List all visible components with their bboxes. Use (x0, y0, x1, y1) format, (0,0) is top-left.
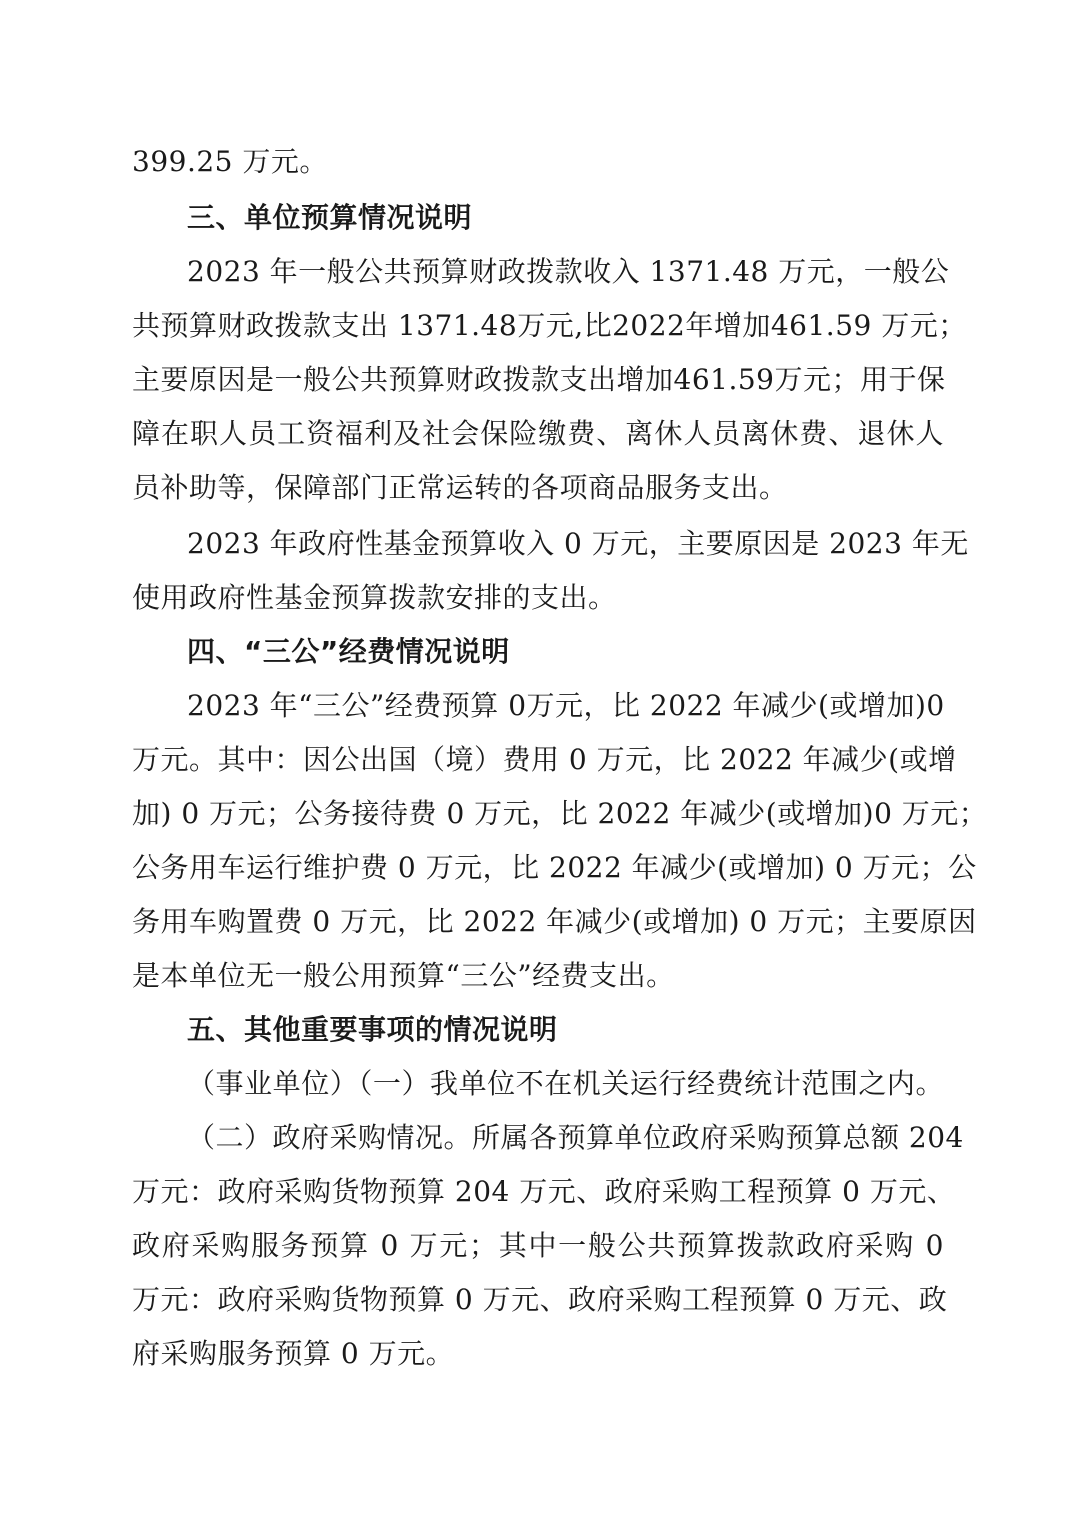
paragraph-first-line: 2023 年一般公共预算财政拨款收入 1371.48 万元，一般公 (187, 255, 950, 288)
body-text-line: 务用车购置费 0 万元，比 2022 年减少(或增加) 0 万元；主要原因 (132, 905, 977, 938)
paragraph-first-line: （二）政府采购情况。所属各预算单位政府采购预算总额 204 (187, 1121, 964, 1154)
body-text-line: 399.25 万元。 (132, 145, 328, 178)
body-text-line: 万元：政府采购货物预算 204 万元、政府采购工程预算 0 万元、 (132, 1175, 956, 1208)
body-text-line: 是本单位无一般公用预算“三公”经费支出。 (132, 959, 675, 992)
body-text-line: 政府采购服务预算 0 万元；其中一般公共预算拨款政府采购 0 (132, 1229, 944, 1262)
body-text-line: 使用政府性基金预算拨款安排的支出。 (132, 581, 617, 614)
body-text-line: 万元：政府采购货物预算 0 万元、政府采购工程预算 0 万元、政 (132, 1283, 948, 1316)
section-heading: 三、单位预算情况说明 (187, 201, 473, 234)
paragraph-first-line: 2023 年“三公”经费预算 0万元，比 2022 年减少(或增加)0 (187, 689, 945, 722)
body-text-line: 共预算财政拨款支出 1371.48万元,比2022年增加461.59 万元； (132, 309, 967, 342)
body-text-line: 府采购服务预算 0 万元。 (132, 1337, 455, 1370)
section-heading: 四、“三公”经费情况说明 (187, 635, 510, 668)
body-text-line: 主要原因是一般公共预算财政拨款支出增加461.59万元；用于保 (132, 363, 946, 396)
paragraph-first-line: （事业单位）（一）我单位不在机关运行经费统计范围之内。 (187, 1067, 944, 1100)
body-text-line: 加) 0 万元；公务接待费 0 万元，比 2022 年减少(或增加)0 万元； (132, 797, 988, 830)
body-text-line: 员补助等，保障部门正常运转的各项商品服务支出。 (132, 471, 788, 504)
body-text-line: 万元。其中：因公出国（境）费用 0 万元，比 2022 年减少(或增 (132, 743, 957, 776)
body-text-line: 障在职人员工资福利及社会保险缴费、离休人员离休费、退休人 (132, 417, 944, 450)
body-text-line: 公务用车运行维护费 0 万元，比 2022 年减少(或增加) 0 万元；公 (132, 851, 977, 884)
paragraph-first-line: 2023 年政府性基金预算收入 0 万元，主要原因是 2023 年无 (187, 527, 969, 560)
section-heading: 五、其他重要事项的情况说明 (187, 1013, 558, 1046)
